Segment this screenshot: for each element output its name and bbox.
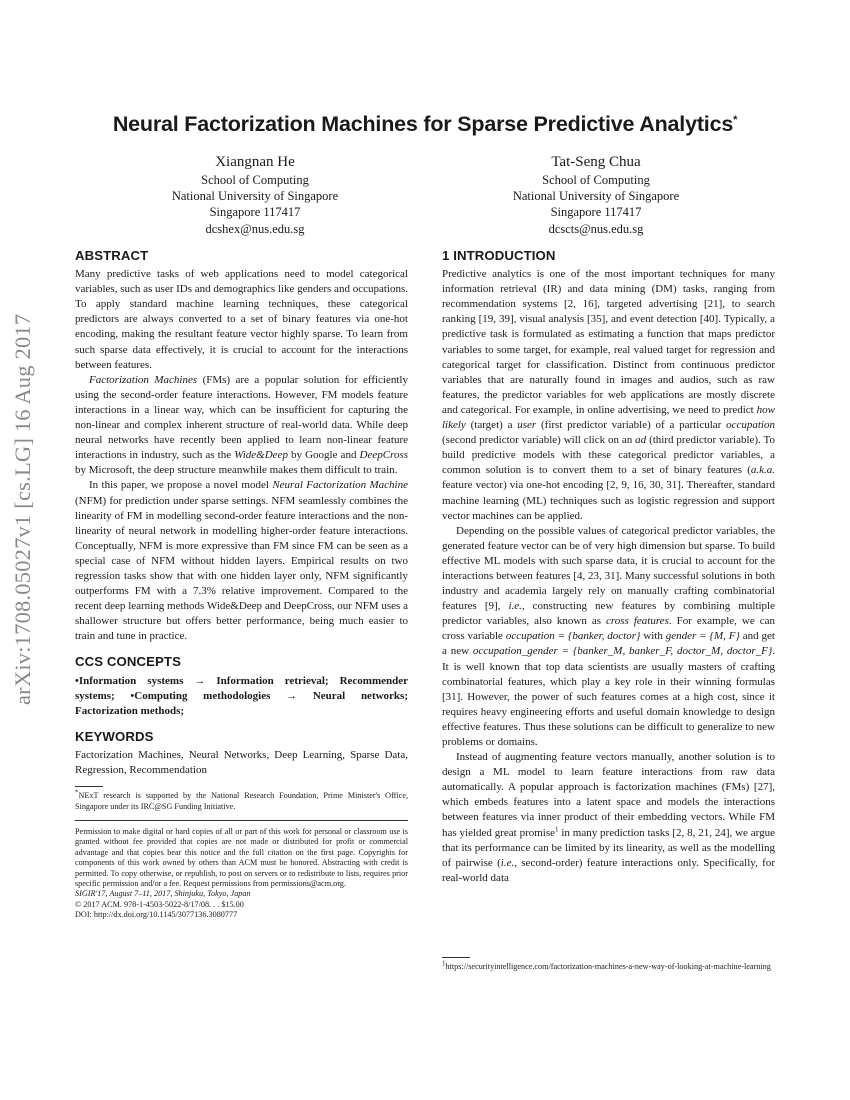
author-univ: National University of Singapore: [512, 189, 680, 204]
intro-paragraph-2: Depending on the possible values of categorical predictor variables, the generated feature vector can be of very high dimension but sparse. To build effective ML models with such sparse data, it is crucial to account for the interactions between features [4, 23, 31]. Many successful solutions in both industry and academia largely rely on manually crafting combinatorial features [9], i.e., constructing new features by combining multiple predictor variables, also known as cross features. For example, we can cross variable occupation = {banker, doctor} with gender = {M, F} and get a new occupation_gender = {banker_M, banker_F, doctor_M, doctor_F}. It is well known that top data scientists are usually masters of crafting combinatorial features, which play a key role in their winning formulas [31]. However, the power of such features comes at a high cost, since it requires heavy engineering efforts and useful domain knowledge to design effective features. Thus these solutions can be difficult to generalize to new problems or domains.: [442, 524, 775, 748]
author-addr: Singapore 117417: [550, 205, 642, 220]
intro-paragraph-3: Instead of augmenting feature vectors manually, another solution is to design a ML model to learn feature interactions from raw data automatically. A popular approach is factorization machines (FMs) [27], which embeds features into a latent space and models the interactions between features via inner product of their embedding vectors. While FM has yielded great promise$^1$ in many prediction tasks [2, 8, 21, 24], we argue that its performance can be limited by its linearity, as well as the modelling of pairwise (i.e., second-order) feature interactions only. Specifically, for real-world data: [442, 751, 775, 884]
abstract-heading: ABSTRACT: [75, 248, 149, 263]
author-univ: National University of Singapore: [171, 189, 339, 204]
permission-block: [75, 820, 408, 921]
paper-title: Neural Factorization Machines for Sparse Predictive Analytics*: [112, 112, 738, 136]
arxiv-sidebar-stamp: arXiv:1708.05027v1 [cs.LG] 16 Aug 2017: [10, 313, 35, 705]
abstract-paragraph-2: Factorization Machines (FMs) are a popular solution for efficiently using the second-order feature interactions. However, FM models feature interactions in a linear way, which can be insufficient for capturing the non-linear and complex inherent structure of real-world data. While deep neural networks have recently been applied to learn non-linear feature interactions in industry, such as the Wide&Deep by Google and DeepCross by Microsoft, the deep structure meanwhile makes them difficult to train.: [75, 373, 409, 477]
abstract-paragraph-3: In this paper, we propose a novel model Neural Factorization Machine (NFM) for prediction under sparse settings. NFM seamlessly combines the linearity of FM in modelling second-order feature interactions and the non-linearity of neural network in modelling higher-order feature interactions. Conceptually, NFM is more expressive than FM since FM can be seen as a special case of NFM without hidden layers. Empirical results on two regression tasks show that with one hidden layer only, NFM significantly outperforms FM with a 7.3% relative improvement. Compared to the recent deep learning methods Wide&Deep and DeepCross, our NFM uses a shallower structure but offers better performance, being much easier to train and tune in practice.: [75, 479, 408, 643]
venue-line: SIGIR'17, August 7–11, 2017, Shinjuku, Tokyo, Japan: [75, 889, 251, 899]
permission-text: Permission to make digital or hard copies of all or part of this work for personal or classroom use is granted without fee provided that copies are not made or distributed for profit or commercial advantage and that copies bear this notice and the full citation on the first page. Copyrights for components of this work owned by others than ACM must be honored. Abstracting with credit is permitted. To copy otherwise, or republish, to post on servers or to redistribute to lists, requires prior specific permission and/or a fee. Request permissions from permissions@acm.org.: [75, 826, 408, 888]
ccs-heading: CCS CONCEPTS: [75, 654, 181, 670]
author-block-1: [105, 153, 405, 237]
author-name: Tat-Seng Chua: [551, 154, 641, 170]
copyright-line: © 2017 ACM. 978-1-4503-5022-8/17/08. . . $15.00: [75, 899, 244, 909]
keywords-heading: KEYWORDS: [75, 728, 154, 744]
ccs-concepts: •Information systems → Information retrieval; Recommender systems; •Computing methodologies → Neural networks; Factorization methods;: [75, 674, 408, 717]
author-dept: School of Computing: [201, 173, 309, 187]
author-dept: School of Computing: [542, 173, 650, 187]
funding-footnote: *NExT research is supported by the National Research Foundation, Prime Minister's Office, Singapore under its IRC@SG Funding Initiative.: [75, 788, 408, 811]
intro-paragraph-1: Predictive analytics is one of the most important techniques for many information retrieval (IR) and data mining (DM) tasks, ranging from recommendation systems [2, 16], targeted advertising [21], to search ranking [19, 39], visual analysis [35], and event detection [40]. Typically, a predictive task is formulated as estimating a function that maps predictor variables to some target, for example, real valued target for regression and categorical target for classification. Distinct from continuous predictor variables that are naturally found in images and audios, such as raw features, the predictor variables for web applications are mostly discrete and categorical. For example, in online advertising, we need to predict how likely (target) a user (first predictor variable) of a particular occupation (second predictor variable) will click on an ad (third predictor variable). To build predictive models with these categorical predictor variables, a common solution is to convert them to a set of binary features (a.k.a. feature vector) via one-hot encoding [2, 9, 16, 30, 31]. Thereafter, standard machine learning (ML) techniques such as logistic regression and support vector machines can be applied.: [442, 268, 775, 522]
author-email: dcscts@nus.edu.sg: [548, 221, 644, 236]
author-addr: Singapore 117417: [209, 205, 301, 220]
footnote-rule: [442, 957, 470, 958]
footnote-url-link[interactable]: https://securityintelligence.com/factorization-machines-a-new-way-of-looking-at-machine-learning: [445, 962, 771, 971]
left-column: [75, 248, 408, 921]
intro-heading: 1 INTRODUCTION: [442, 248, 556, 263]
url-footnote: $^1$https://securityintelligence.com/factorization-machines-a-new-way-of-looking-at-machine-learning: [442, 959, 771, 971]
keywords-text: Factorization Machines, Neural Networks, Deep Learning, Sparse Data, Regression, Recommendation: [75, 748, 408, 776]
doi-line: DOI: http://dx.doi.org/10.1145/3077136.3080777: [75, 910, 238, 920]
right-column: [442, 248, 775, 886]
footnote-rule: [75, 786, 103, 787]
right-footnote: [442, 957, 775, 972]
author-email: dcshex@nus.edu.sg: [205, 221, 305, 236]
author-name: Xiangnan He: [215, 154, 295, 170]
abstract-paragraph-1: Many predictive tasks of web applications need to model categorical variables, such as user IDs and demographics like genders and occupations. To apply standard machine learning techniques, these categorical predictors are always converted to a set of binary features via one-hot encoding, making the resultant feature vector highly sparse. To learn from such sparse data effectively, it is crucial to account for the interactions between features.: [75, 268, 408, 371]
author-block-2: [446, 153, 746, 237]
